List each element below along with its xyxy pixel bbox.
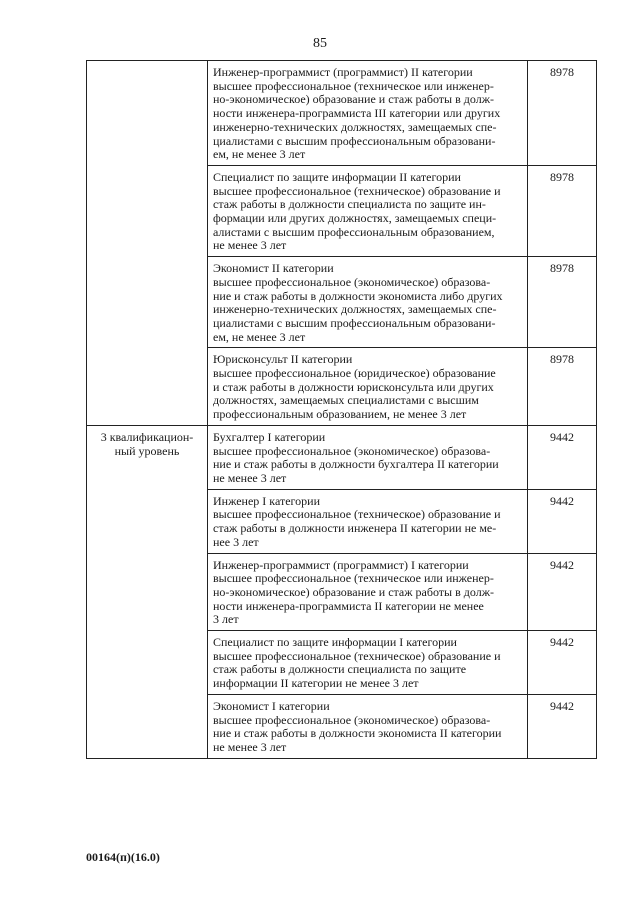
position-requirement-text: профессиональным образованием, не менее 3 лет [213,407,467,422]
position-description-cell [208,61,528,166]
position-requirement-text: циалистами с высшим профессиональным образовани- [213,133,496,148]
position-requirement-text: высшее профессиональное (экономическое) образова- [213,443,491,458]
salary-amount: 9442 [528,694,597,758]
qualification-level-cell [87,61,208,426]
position-title: Инженер-программист (программист) II категории [213,65,473,79]
table-row [87,425,597,489]
table-row [87,61,597,166]
position-requirement-text: ние и стаж работы в должности экономиста II категории [213,726,502,741]
position-requirement-text: ности инженера-программиста II категории не менее [213,598,484,613]
position-description-cell [208,165,528,256]
position-requirement-text: информации II категории не менее 3 лет [213,676,419,691]
position-title: Экономист II категории [213,261,334,276]
position-title: Бухгалтер I категории [213,429,326,444]
salary-schedule-body [87,61,597,759]
position-title: Специалист по защите информации II категории [213,169,461,184]
position-description-cell [208,425,528,489]
position-requirement-text: инженерно-технических должностях, замещаемых спе- [213,119,497,134]
salary-amount: 8978 [528,165,597,256]
position-description-cell [208,348,528,426]
position-requirement-text: должностях, замещаемых специалистами с высшим [213,393,479,408]
position-title: Юрисконсульт II категории [213,352,353,367]
position-requirement-text: нее 3 лет [213,534,259,549]
position-requirement-text: но-экономическое) образование и стаж работы в долж- [213,92,495,107]
salary-amount: 8978 [528,257,597,348]
position-requirement-text: и стаж работы в должности юрисконсульта или других [213,379,494,394]
position-description-cell [208,553,528,631]
position-requirement-text: высшее профессиональное (экономическое) образова- [213,712,491,727]
position-requirement-text: формации или других должностях, замещаемых специ- [213,211,497,226]
salary-amount: 9442 [528,553,597,631]
position-title: Инженер I категории [213,493,320,508]
position-description-cell [208,694,528,758]
position-requirement-text: высшее профессиональное (техническое или инженер- [213,78,494,93]
salary-amount: 8978 [528,348,597,426]
position-requirement-text: стаж работы в должности специалиста по защите ин- [213,197,486,212]
position-requirement-text: циалистами с высшим профессиональным образовани- [213,315,496,330]
document-code: 00164(п)(16.0) [86,850,160,864]
salary-amount: 9442 [528,489,597,553]
salary-amount: 8978 [528,61,597,166]
position-requirement-text: инженерно-технических должностях, замещаемых спе- [213,302,497,317]
position-requirement-text: высшее профессиональное (техническое или инженер- [213,571,494,586]
position-requirement-text: 3 лет [213,612,239,627]
page-number: 85 [313,36,327,51]
position-requirement-text: стаж работы в должности инженера II категории не ме- [213,521,497,536]
position-requirement-text: высшее профессиональное (экономическое) образова- [213,274,491,289]
position-requirement-text: ности инженера-программиста III категории или других [213,106,501,121]
qualification-level-text: ный уровень [114,443,180,458]
position-requirement-text: ем, не менее 3 лет [213,147,306,162]
position-title: Экономист I категории [213,698,330,713]
position-requirement-text: но-экономическое) образование и стаж работы в долж- [213,584,495,599]
position-title: Инженер-программист (программист) I категории [213,557,469,572]
position-requirement-text: не менее 3 лет [213,470,287,485]
position-requirement-text: не менее 3 лет [213,238,287,253]
salary-amount: 9442 [528,425,597,489]
position-description-cell [208,257,528,348]
position-requirement-text: высшее профессиональное (юридическое) образование [213,366,496,381]
qualification-level-cell [87,425,208,758]
position-requirement-text: ние и стаж работы в должности бухгалтера II категории [213,457,499,472]
position-requirement-text: алистами с высшим профессиональным образованием, [213,224,495,239]
position-requirement-text: стаж работы в должности специалиста по защите [213,662,467,677]
salary-schedule-table [86,60,597,759]
position-title: Специалист по защите информации I категории [213,635,457,650]
position-requirement-text: не менее 3 лет [213,739,287,754]
position-requirement-text: высшее профессиональное (техническое) образование и [213,648,501,663]
position-requirement-text: высшее профессиональное (техническое) образование и [213,507,501,522]
position-requirement-text: ние и стаж работы в должности экономиста либо других [213,288,503,303]
salary-amount: 9442 [528,631,597,695]
position-requirement-text: высшее профессиональное (техническое) образование и [213,183,501,198]
qualification-level-text: 3 квалификацион- [100,429,194,444]
position-requirement-text: ем, не менее 3 лет [213,329,306,344]
position-description-cell [208,489,528,553]
position-description-cell [208,631,528,695]
